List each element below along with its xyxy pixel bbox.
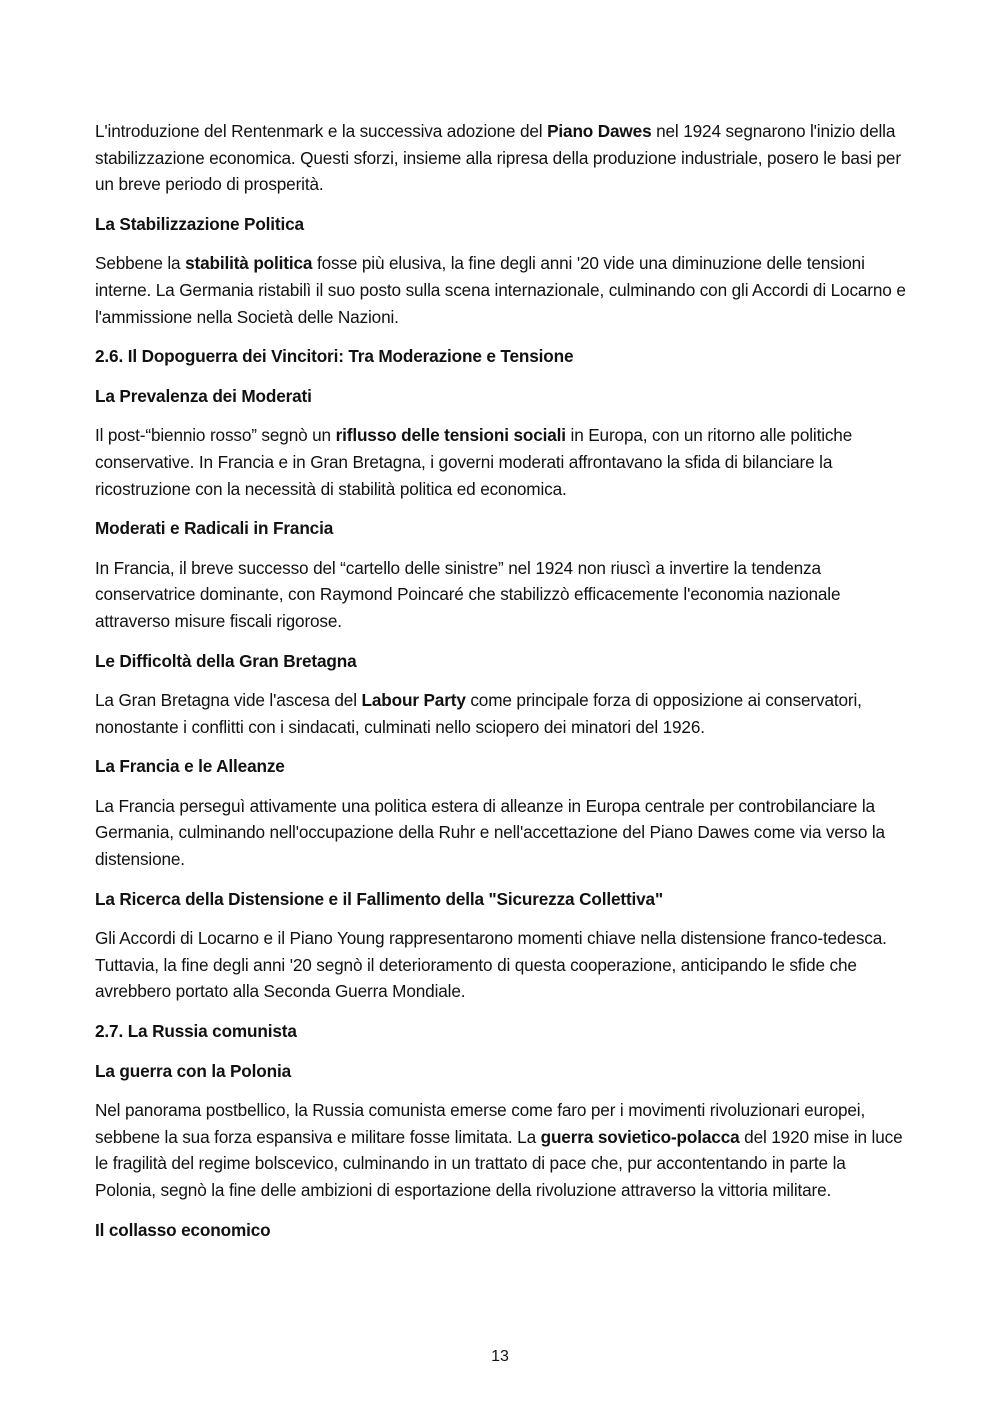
section-heading: 2.7. La Russia comunista: [95, 1021, 297, 1042]
document-body: [95, 118, 910, 1256]
text-run: In Francia, il breve successo del “cartello delle sinistre” nel 1924 non riuscì a invertire la tendenza conservatrice dominante, con Raymond Poincaré che stabilizzò efficacemente l'economia nazionale attraverso misure fiscali rigorose.: [95, 557, 841, 631]
text-run: Nel panorama postbellico, la Russia comunista emerse come faro per i movimenti rivoluzionari europei, sebbene la sua forza espansiva e militare fosse limitata. La: [95, 1100, 866, 1147]
paragraph: [95, 250, 910, 330]
text-run: del 1920 mise in luce le fragilità del regime bolscevico, culminando in un trattato di pace che, pur accontentando in parte la Polonia, segnò la fine delle ambizioni di esportazione della rivoluzione attraverso la vittoria militare.: [95, 1126, 903, 1200]
section-heading: La Stabilizzazione Politica: [95, 213, 304, 234]
section-heading: La Francia e le Alleanze: [95, 756, 285, 777]
text-run: in Europa, con un ritorno alle politiche conservative. In Francia e in Gran Bretagna, i governi moderati affrontavano la sfida di bilanciare la ricostruzione con la necessità di stabilità politica ed economica.: [95, 425, 853, 499]
text-run: Sebbene la: [95, 253, 186, 274]
bold-term: stabilità politica: [185, 253, 313, 274]
paragraph: [95, 793, 910, 873]
text-run: come principale forza di opposizione ai conservatori, nonostante i conflitti con i sindacati, culminati nello sciopero dei minatori del 1926.: [95, 690, 862, 737]
text-run: Gli Accordi di Locarno e il Piano Young rappresentarono momenti chiave nella distensione franco-tedesca. Tuttavia, la fine degli anni '20 segnò il deterioramento di questa cooperazione, anticipando le sfide che avrebbero portato alla Seconda Guerra Mondiale.: [95, 928, 887, 1002]
text-run: La Francia perseguì attivamente una politica estera di alleanze in Europa centrale per controbilanciare la Germania, culminando nell'occupazione della Ruhr e nell'accettazione del Piano Dawes come via verso la distensione.: [95, 795, 885, 870]
bold-term: riflusso delle tensioni sociali: [335, 425, 566, 446]
section-heading: Moderati e Radicali in Francia: [95, 518, 334, 539]
paragraph: [95, 118, 910, 198]
text-run: L'introduzione del Rentenmark e la successiva adozione del: [95, 121, 548, 141]
text-run: fosse più elusiva, la fine degli anni '20 vide una diminuzione delle tensioni interne. La Germania ristabilì il suo posto sulla scena internazionale, culminando con gli Accordi di Locarno e l'ammissione nella Società delle Nazioni.: [95, 253, 906, 327]
section-heading: Il collasso economico: [95, 1219, 271, 1240]
section-heading: La guerra con la Polonia: [95, 1060, 292, 1081]
text-run: nel 1924 segnarono l'inizio della stabilizzazione economica. Questi sforzi, insieme alla ripresa della produzione industriale, posero le basi per un breve periodo di prosperità.: [95, 121, 901, 195]
page-number: 13: [491, 1348, 509, 1365]
bold-term: Labour Party: [361, 690, 466, 711]
paragraph: [95, 555, 910, 635]
paragraph: [95, 925, 910, 1005]
section-heading: La Prevalenza dei Moderati: [95, 385, 312, 406]
section-heading: Le Difficoltà della Gran Bretagna: [95, 650, 357, 671]
section-heading: La Ricerca della Distensione e il Fallimento della "Sicurezza Collettiva": [95, 888, 663, 909]
paragraph: [95, 422, 910, 502]
section-heading: 2.6. Il Dopoguerra dei Vincitori: Tra Moderazione e Tensione: [95, 346, 574, 367]
paragraph: [95, 687, 910, 740]
text-run: Il post-“biennio rosso” segnò un: [95, 425, 336, 446]
bold-term: guerra sovietico-polacca: [540, 1126, 740, 1147]
paragraph: [95, 1097, 910, 1203]
text-run: La Gran Bretagna vide l'ascesa del: [95, 690, 362, 711]
bold-term: Piano Dawes: [547, 121, 652, 141]
